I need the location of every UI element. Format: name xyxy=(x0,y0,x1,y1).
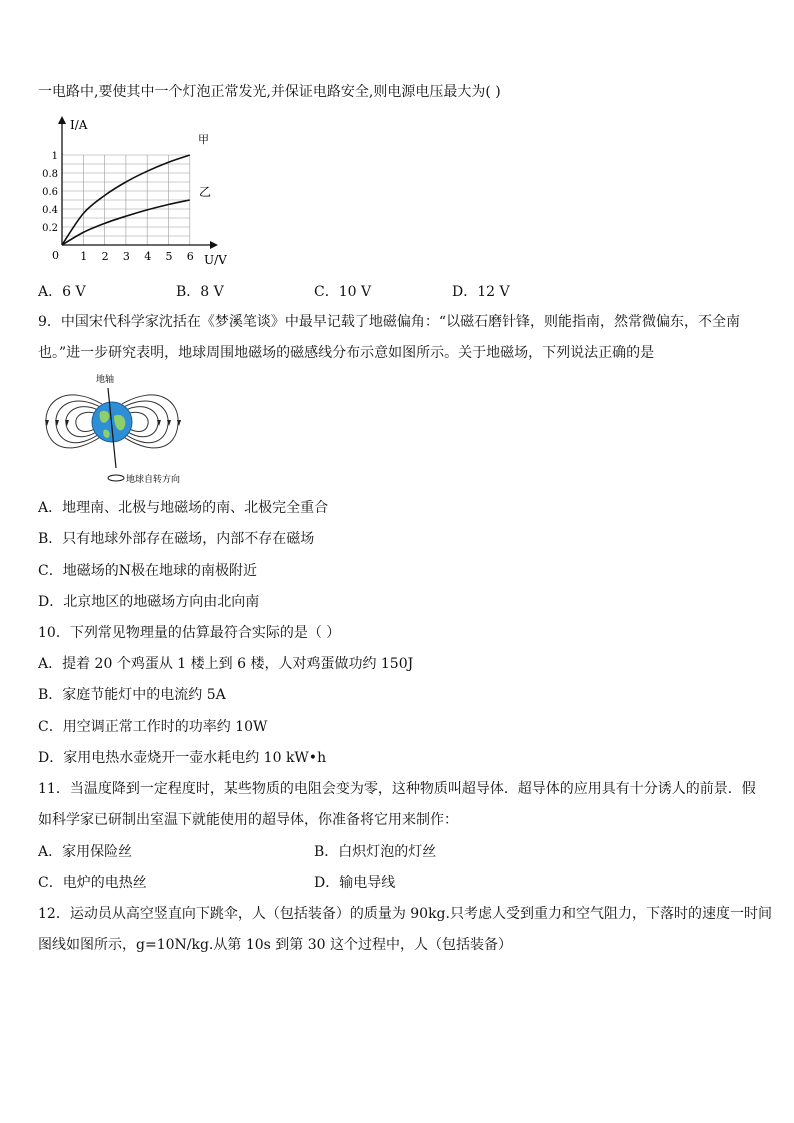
q11-option-a[interactable]: A．家用保险丝 xyxy=(38,844,133,860)
y-axis-label: I/A xyxy=(70,118,88,132)
y-tick-label: 1 xyxy=(51,151,58,162)
q10-option-d[interactable]: D．家用电热水壶烧开一壶水耗电约 10 kW•h xyxy=(38,750,327,766)
q10-option-b[interactable]: B．家庭节能灯中的电流约 5A xyxy=(38,687,226,703)
x-axis-label: U/V xyxy=(204,253,227,267)
q9-option-c[interactable]: C．地磁场的N极在地球的南极附近 xyxy=(38,563,257,579)
curve-jia-label: 甲 xyxy=(198,133,209,146)
axis-label: 地轴 xyxy=(96,375,115,385)
q10-stem: 10．下列常见物理量的估算最符合实际的是（ ） xyxy=(38,625,341,641)
iu-graph xyxy=(38,112,238,272)
q8-option-d[interactable]: D．12 V xyxy=(452,284,510,300)
q8-option-a[interactable]: A．6 V xyxy=(38,284,86,300)
q9-option-b[interactable]: B．只有地球外部存在磁场，内部不存在磁场 xyxy=(38,531,315,547)
q11-option-b[interactable]: B．白炽灯泡的灯丝 xyxy=(314,844,437,860)
q9-stem-line2: 也。”进一步研究表明，地球周围地磁场的磁感线分布示意如图所示。关于地磁场，下列说法正确的是 xyxy=(38,345,655,361)
y-tick-label: 0.6 xyxy=(42,187,58,198)
q8-option-b[interactable]: B．8 V xyxy=(176,284,224,300)
earth-magnetic-field-figure xyxy=(42,370,192,490)
q11-option-c[interactable]: C．电炉的电热丝 xyxy=(38,875,147,891)
graph-grid xyxy=(62,155,190,245)
x-tick-label: 4 xyxy=(144,250,152,263)
q11-option-d[interactable]: D．输电导线 xyxy=(314,875,396,891)
q9-option-d[interactable]: D．北京地区的地磁场方向由北向南 xyxy=(38,594,260,610)
y-tick-label: 0.2 xyxy=(42,223,58,234)
q11-stem-line1: 11．当温度降到一定程度时，某些物质的电阻会变为零，这种物质叫超导体．超导体的应用具有十分诱人的前景．假 xyxy=(38,781,756,797)
x-tick-label: 5 xyxy=(165,250,173,263)
q9-option-a[interactable]: A．地理南、北极与地磁场的南、北极完全重合 xyxy=(38,500,329,516)
rotation-label: 地球自转方向 xyxy=(126,475,181,485)
y-axis-arrow xyxy=(58,116,66,124)
x-tick-label: 1 xyxy=(80,250,88,263)
q8-option-c[interactable]: C．10 V xyxy=(314,284,372,300)
q10-option-a[interactable]: A．提着 20 个鸡蛋从 1 楼上到 6 楼，人对鸡蛋做功约 150J xyxy=(38,656,414,672)
y-tick-label: 0.8 xyxy=(42,169,58,180)
q9-stem-line1: 9．中国宋代科学家沈括在《梦溪笔谈》中最早记载了地磁偏角：“以磁石磨针锋，则能指南，然常微偏东，不全南 xyxy=(38,314,741,330)
rotation-arrow-icon xyxy=(108,475,124,481)
x-tick-label: 6 xyxy=(186,250,194,263)
q12-stem-line1: 12．运动员从高空竖直向下跳伞，人（包括装备）的质量为 90kg.只考虑人受到重力和空气阻力，下落时的速度一时间 xyxy=(38,906,772,922)
x-tick-label: 2 xyxy=(101,250,109,263)
q12-stem-line2: 图线如图所示，g=10N/kg.从第 10s 到第 30 这个过程中，人（包括装备） xyxy=(38,937,512,953)
q11-stem-line2: 如科学家已研制出室温下就能使用的超导体，你准备将它用来制作： xyxy=(38,812,458,828)
x-tick-label: 3 xyxy=(122,250,130,263)
x-axis-arrow xyxy=(210,241,218,249)
origin-label: 0 xyxy=(52,249,59,262)
q8-stem-tail: 一电路中,要使其中一个灯泡正常发光,并保证电路安全,则电源电压最大为( ) xyxy=(38,84,501,100)
curve-yi-label: 乙 xyxy=(199,185,212,199)
q10-option-c[interactable]: C．用空调正常工作时的功率约 10W xyxy=(38,719,268,735)
y-tick-label: 0.4 xyxy=(42,205,58,216)
